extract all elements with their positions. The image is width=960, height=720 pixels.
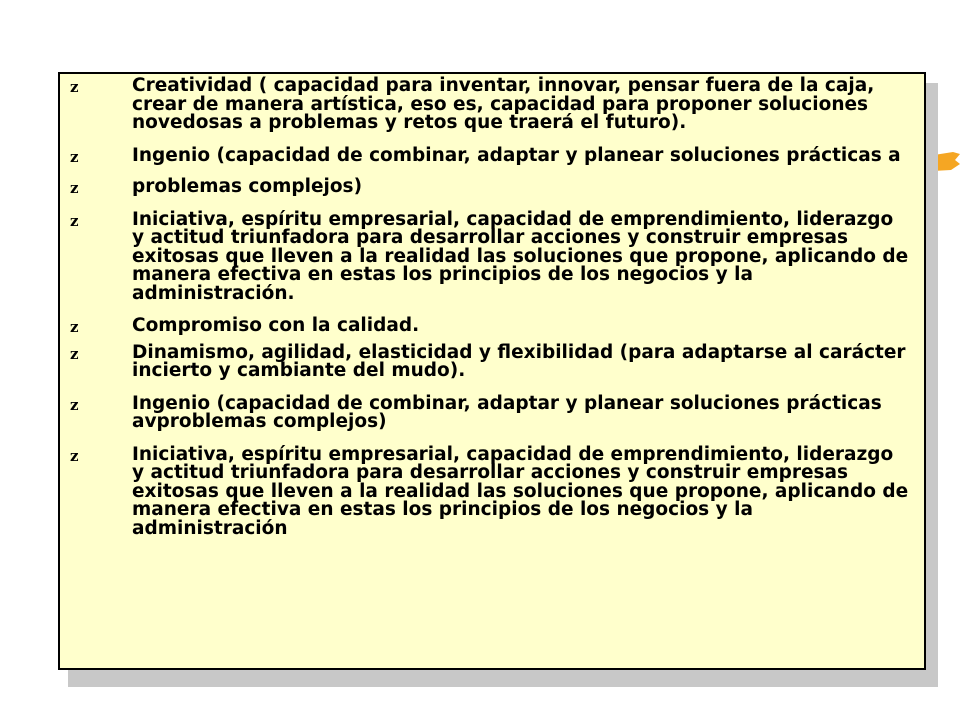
- list-item-text: Ingenio (capacidad de combinar, adaptar y planear soluciones prácticas avproblemas complejos): [132, 392, 882, 432]
- bullet-icon: z: [70, 318, 79, 336]
- list-item-text: Compromiso con la calidad.: [132, 315, 420, 336]
- list-item: [70, 77, 910, 133]
- list-item: [70, 144, 910, 166]
- list-item: [70, 317, 910, 336]
- bullet-icon: z: [70, 211, 79, 230]
- text-box: [58, 72, 926, 670]
- list-item: [70, 178, 910, 197]
- list-item-text: problemas complejos): [132, 176, 363, 197]
- list-item: [70, 443, 910, 539]
- list-item: [70, 341, 910, 381]
- list-item-text: Ingenio (capacidad de combinar, adaptar y planear soluciones prácticas a: [132, 144, 901, 166]
- list-item: [70, 208, 910, 304]
- list-item-text: Iniciativa, espíritu empresarial, capacidad de emprendimiento, liderazgo y actitud triunfadora para desarrollar acciones y construir empresas exitosas que lleven a la realidad las soluciones que propone, aplicando de manera efectiva en estas los principios de los negocios y la administración: [132, 443, 909, 539]
- bullet-icon: z: [70, 179, 79, 197]
- bullet-icon: z: [70, 344, 79, 363]
- bullet-icon: z: [70, 395, 79, 414]
- list-item-text: Creatividad ( capacidad para inventar, innovar, pensar fuera de la caja, crear de manera artística, eso es, capacidad para proponer soluciones novedosas a problemas y retos que traerá el futuro).: [132, 75, 875, 133]
- bullet-icon: z: [70, 78, 79, 96]
- list-item-text: Dinamismo, agilidad, elasticidad y flexibilidad (para adaptarse al carácter incierto y cambiante del mudo).: [132, 341, 906, 381]
- bullet-list: [70, 77, 910, 538]
- list-item-text: Iniciativa, espíritu empresarial, capacidad de emprendimiento, liderazgo y actitud triunfadora para desarrollar acciones y construir empresas exitosas que lleven a la realidad las soluciones que propone, aplicando de manera efectiva en estas los principios de los negocios y la administración.: [132, 208, 909, 304]
- bullet-icon: z: [70, 446, 79, 465]
- list-item: [70, 392, 910, 432]
- bullet-icon: z: [70, 147, 79, 166]
